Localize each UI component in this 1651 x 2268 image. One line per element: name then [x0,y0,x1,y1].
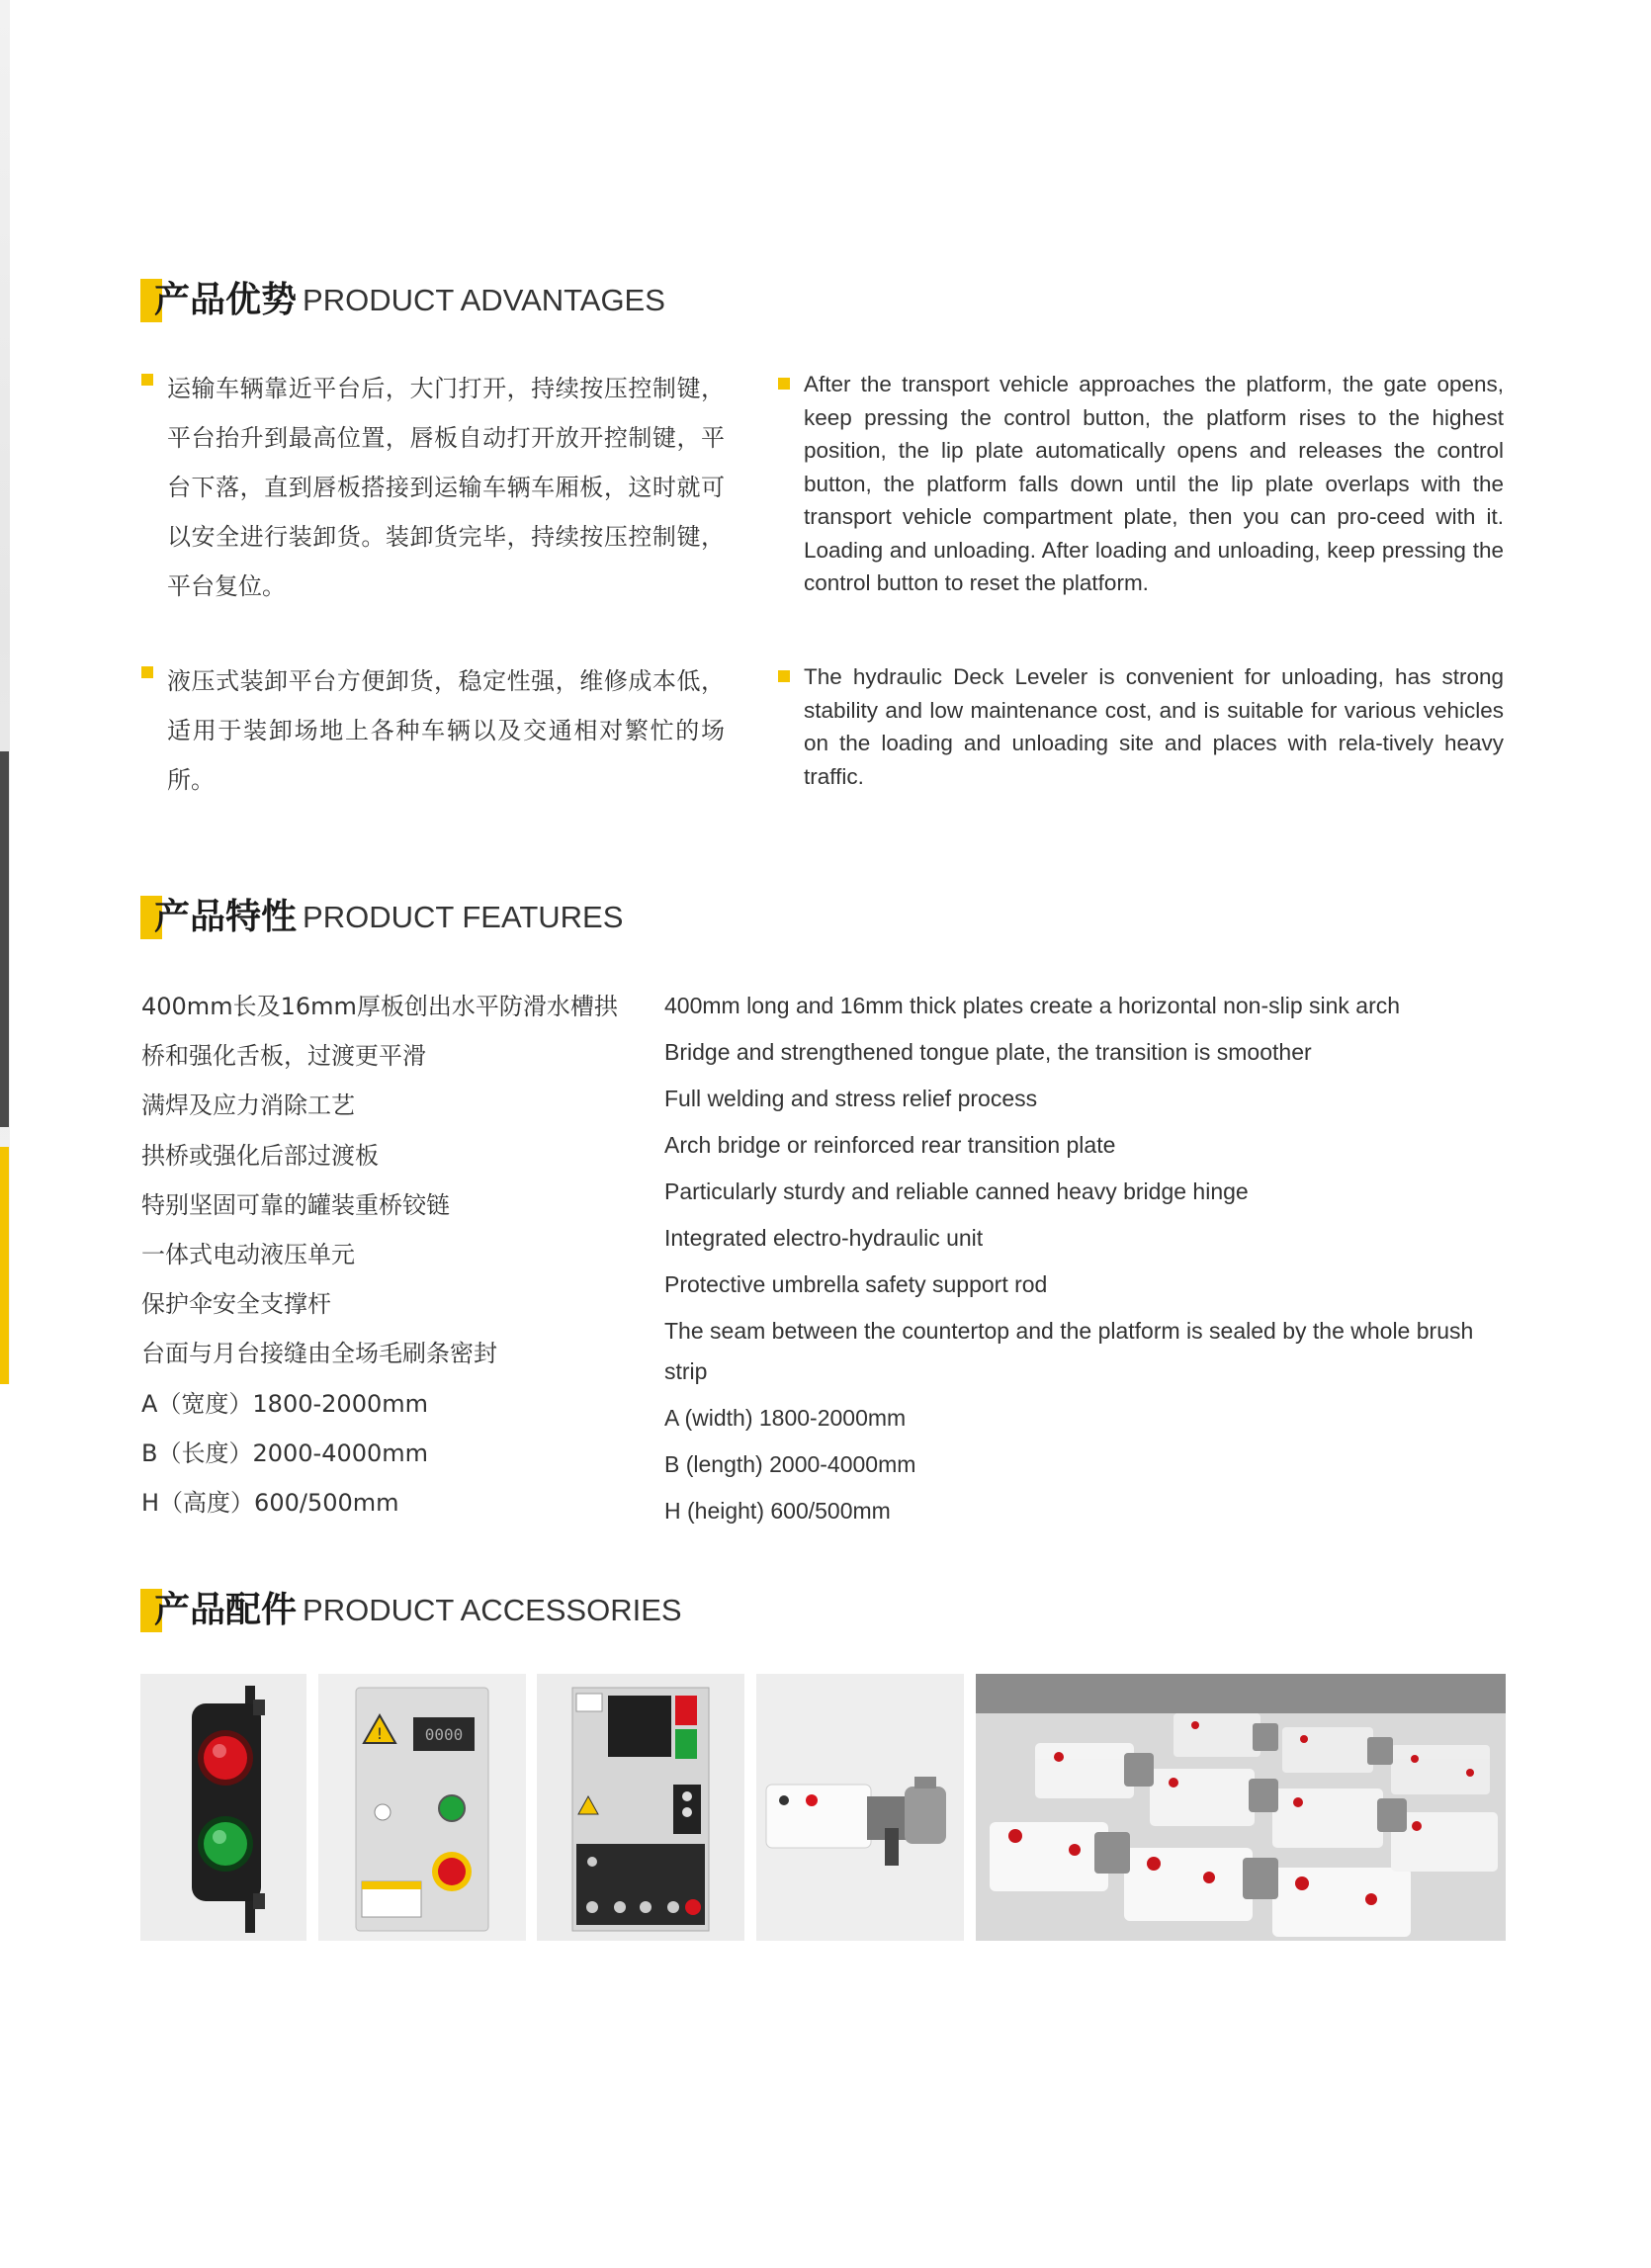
feature-item-en: Bridge and strengthened tongue plate, the transition is smoother [664,1039,1312,1065]
feature-item-zh: 桥和强化舌板，过渡更平滑 [141,1042,426,1071]
advantage-item-1-en [778,368,1504,600]
advantage-text-en: After the transport vehicle approaches the platform, the gate opens, keep pressing the control button, the platform rises to the highest position, the lip plate automatically opens and releases the control button, the platform falls down until the lip plate overlaps with the transport vehicle compartment plate, then you can pro-ceed with it. Loading and unloading. After loading and unloading, keep pressing the control button to reset the platform. [804,372,1504,595]
svg-text:!: ! [376,1724,384,1743]
features-heading [140,890,623,939]
feature-item-zh: 拱桥或强化后部过渡板 [141,1141,379,1170]
feature-item-zh: 一体式电动液压单元 [141,1240,355,1268]
feature-item-zh: A（宽度）1800-2000mm [141,1389,428,1418]
feature-item-en: A (width) 1800-2000mm [664,1405,907,1431]
bullet-square-icon [778,378,790,390]
feature-item-en: Particularly sturdy and reliable canned heavy bridge hinge [664,1178,1249,1204]
emergency-stop-icon [438,1858,466,1885]
feature-item-en: H (height) 600/500mm [664,1498,891,1524]
bullet-square-icon [141,374,153,386]
feature-item-zh: H（高度）600/500mm [141,1488,399,1517]
feature-item-zh: 特别坚固可靠的罐装重桥铰链 [141,1190,450,1219]
accessories-title-zh: 产品配件 [154,1590,298,1630]
accessories-heading [140,1583,682,1632]
feature-item-zh: 台面与月台接缝由全场毛刷条密封 [141,1340,497,1368]
advantage-item-2-zh [141,656,725,805]
advantage-item-2-en [778,660,1504,793]
feature-item-en: Full welding and stress relief process [664,1086,1038,1111]
features-list-en [664,986,1515,1537]
features-title-zh: 产品特性 [154,897,298,937]
feature-item-zh: B（长度）2000-4000mm [141,1439,429,1467]
advantage-text-en: The hydraulic Deck Leveler is convenient for unloading, has strong stability and low maintenance cost, and is suitable for various vehicles on the loading and unloading site and places with rela-tively heavy traffic. [804,664,1504,789]
feature-item-en: 400mm long and 16mm thick plates create a horizontal non-slip sink arch [664,993,1401,1018]
accessory-traffic-light-photo [140,1674,306,1941]
feature-item-zh: 满焊及应力消除工艺 [141,1091,355,1120]
advantages-title-en: PRODUCT ADVANTAGES [303,283,665,317]
features-title-en: PRODUCT FEATURES [303,900,624,934]
advantage-item-1-zh [141,364,725,611]
advantages-heading [140,273,665,322]
feature-item-zh: 400mm长及16mm厚板创出水平防滑水槽拱 [141,993,618,1020]
feature-item-zh: 保护伞安全支撑杆 [141,1290,331,1319]
svg-text:0000: 0000 [424,1725,464,1744]
feature-item-en: B (length) 2000-4000mm [664,1451,916,1477]
page-edge-dark-band [0,751,9,1127]
advantages-title-zh: 产品优势 [154,280,298,320]
accessory-hydraulic-unit-photo [756,1674,964,1941]
advantage-text-zh: 运输车辆靠近平台后，大门打开，持续按压控制键，平台抬升到最高位置，唇板自动打开放开控制键，平台下落，直到唇板搭接到运输车辆车厢板，这时就可以安全进行装卸货。装卸货完毕，持续按压控制键，平台复位。 [167,375,725,600]
feature-item-en: Arch bridge or reinforced rear transition plate [664,1132,1116,1158]
page-edge-yellow-band [0,1147,9,1384]
feature-item-en: The seam between the countertop and the platform is sealed by the whole brush strip [664,1318,1474,1384]
feature-item-en: Protective umbrella safety support rod [664,1271,1048,1297]
bullet-square-icon [778,670,790,682]
accessory-control-panel-photo [537,1674,744,1941]
feature-item-en: Integrated electro-hydraulic unit [664,1225,984,1251]
features-list-zh [141,982,655,1527]
green-button-icon [439,1795,465,1821]
bullet-square-icon [141,666,153,678]
accessory-control-box-photo [318,1674,526,1941]
advantage-text-zh: 液压式装卸平台方便卸货，稳定性强，维修成本低，适用于装卸场地上各种车辆以及交通相对繁忙的场所。 [167,667,725,794]
accessories-title-en: PRODUCT ACCESSORIES [303,1593,682,1627]
accessory-production-line-photo [976,1674,1506,1941]
